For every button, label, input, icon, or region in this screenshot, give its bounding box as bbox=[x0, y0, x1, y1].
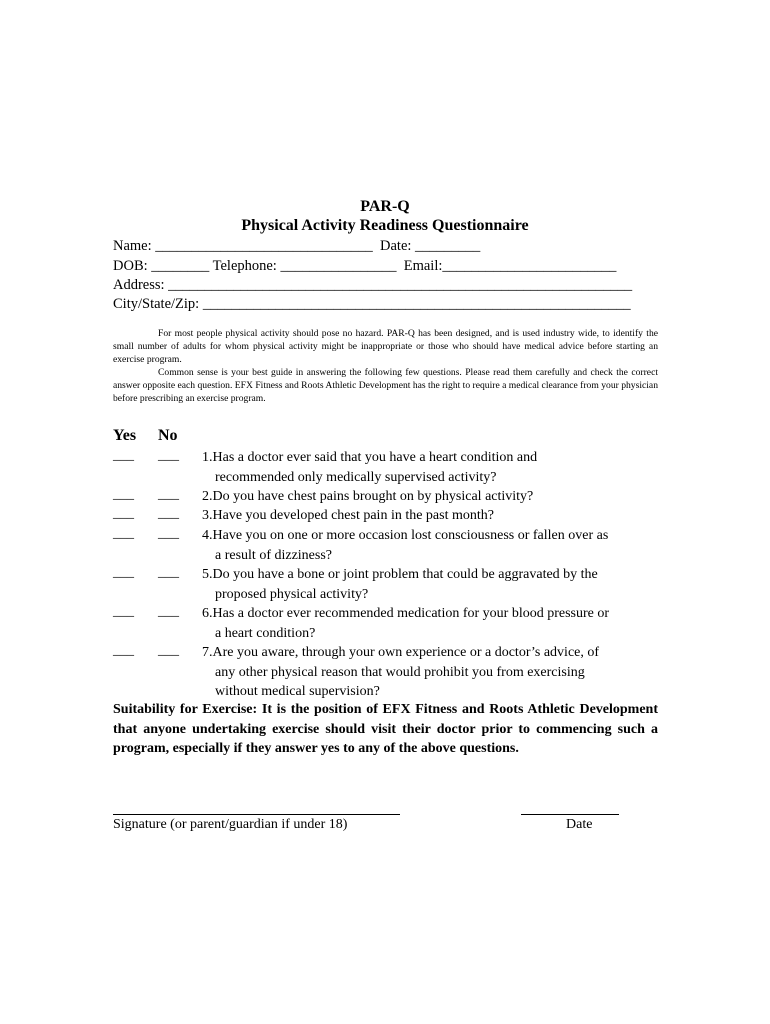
no-answer-blank[interactable]: ___ bbox=[158, 448, 179, 463]
signature-line[interactable] bbox=[113, 814, 400, 815]
yes-answer-blank[interactable]: ___ bbox=[113, 526, 134, 541]
yes-column-header: Yes bbox=[113, 427, 137, 444]
date-label: Date bbox=[566, 817, 593, 832]
date-line[interactable] bbox=[521, 814, 619, 815]
yes-answer-blank[interactable]: ___ bbox=[113, 604, 134, 619]
no-answer-blank[interactable]: ___ bbox=[158, 565, 179, 580]
no-answer-blank[interactable]: ___ bbox=[158, 643, 179, 658]
question-item bbox=[202, 506, 494, 526]
no-answer-blank[interactable]: ___ bbox=[158, 506, 179, 521]
no-answer-blank[interactable]: ___ bbox=[158, 487, 179, 502]
address-field[interactable]: Address: ________________________________________________________________ bbox=[113, 277, 633, 293]
yes-answer-blank[interactable]: ___ bbox=[113, 448, 134, 463]
question-text: 6.Has a doctor ever recommended medication for your blood pressure or bbox=[202, 606, 610, 621]
signature-label: Signature (or parent/guardian if under 18) bbox=[113, 817, 348, 832]
intro-text bbox=[113, 327, 658, 405]
question-text-continued: recommended only medically supervised activity? bbox=[215, 469, 497, 485]
intro-paragraph-1: For most people physical activity should pose no hazard. PAR-Q has been designed, and is used industry wide, to identify the small number of adults for whom physical activity might be inappropriate or those who should have medical advice before starting an exercise program. bbox=[113, 328, 658, 365]
question-item bbox=[202, 487, 533, 507]
question-item bbox=[202, 565, 598, 604]
suitability-statement: Suitability for Exercise: It is the position of EFX Fitness and Roots Athletic Development that anyone undertaking exercise should visit their doctor prior to commencing such a program, especially if they answer yes to any of the above questions. bbox=[113, 702, 658, 756]
form-subtitle: Physical Activity Readiness Questionnaire bbox=[241, 217, 529, 234]
city-state-zip-field[interactable]: City/State/Zip: ___________________________________________________________ bbox=[113, 296, 631, 312]
question-text: 7.Are you aware, through your own experience or a doctor’s advice, of bbox=[202, 645, 600, 660]
question-item bbox=[202, 526, 608, 565]
yes-answer-blank[interactable]: ___ bbox=[113, 506, 134, 521]
question-text-continued: proposed physical activity? bbox=[215, 586, 369, 602]
question-item bbox=[202, 643, 599, 702]
yes-answer-blank[interactable]: ___ bbox=[113, 487, 134, 502]
no-column-header: No bbox=[158, 427, 178, 444]
question-text: 5.Do you have a bone or joint problem that could be aggravated by the bbox=[202, 567, 598, 582]
question-text-continued: a result of dizziness? bbox=[215, 547, 333, 563]
question-text-continued: any other physical reason that would prohibit you from exercising bbox=[215, 664, 585, 680]
dob-phone-email-field[interactable]: DOB: ________ Telephone: ________________ Email:________________________ bbox=[113, 258, 617, 274]
form-title: PAR-Q bbox=[360, 198, 410, 215]
question-text-continued: a heart condition? bbox=[215, 625, 316, 641]
question-text-continued: without medical supervision? bbox=[215, 684, 380, 699]
question-text: 3.Have you developed chest pain in the past month? bbox=[202, 508, 494, 523]
question-text: 2.Do you have chest pains brought on by physical activity? bbox=[202, 489, 534, 504]
no-answer-blank[interactable]: ___ bbox=[158, 604, 179, 619]
intro-paragraph-2: Common sense is your best guide in answering the following few questions. Please read them carefully and check the correct answer opposite each question. EFX Fitness and Roots Athletic Development has the right to require a medical clearance from your physician before prescribing an exercise program. bbox=[113, 367, 658, 404]
no-answer-blank[interactable]: ___ bbox=[158, 526, 179, 541]
question-item bbox=[202, 604, 609, 643]
name-date-field[interactable]: Name: ______________________________ Date: _________ bbox=[113, 238, 481, 254]
question-text: 4.Have you on one or more occasion lost consciousness or fallen over as bbox=[202, 528, 609, 543]
question-item bbox=[202, 448, 537, 487]
yes-answer-blank[interactable]: ___ bbox=[113, 643, 134, 658]
question-text: 1.Has a doctor ever said that you have a heart condition and bbox=[202, 450, 538, 465]
yes-answer-blank[interactable]: ___ bbox=[113, 565, 134, 580]
